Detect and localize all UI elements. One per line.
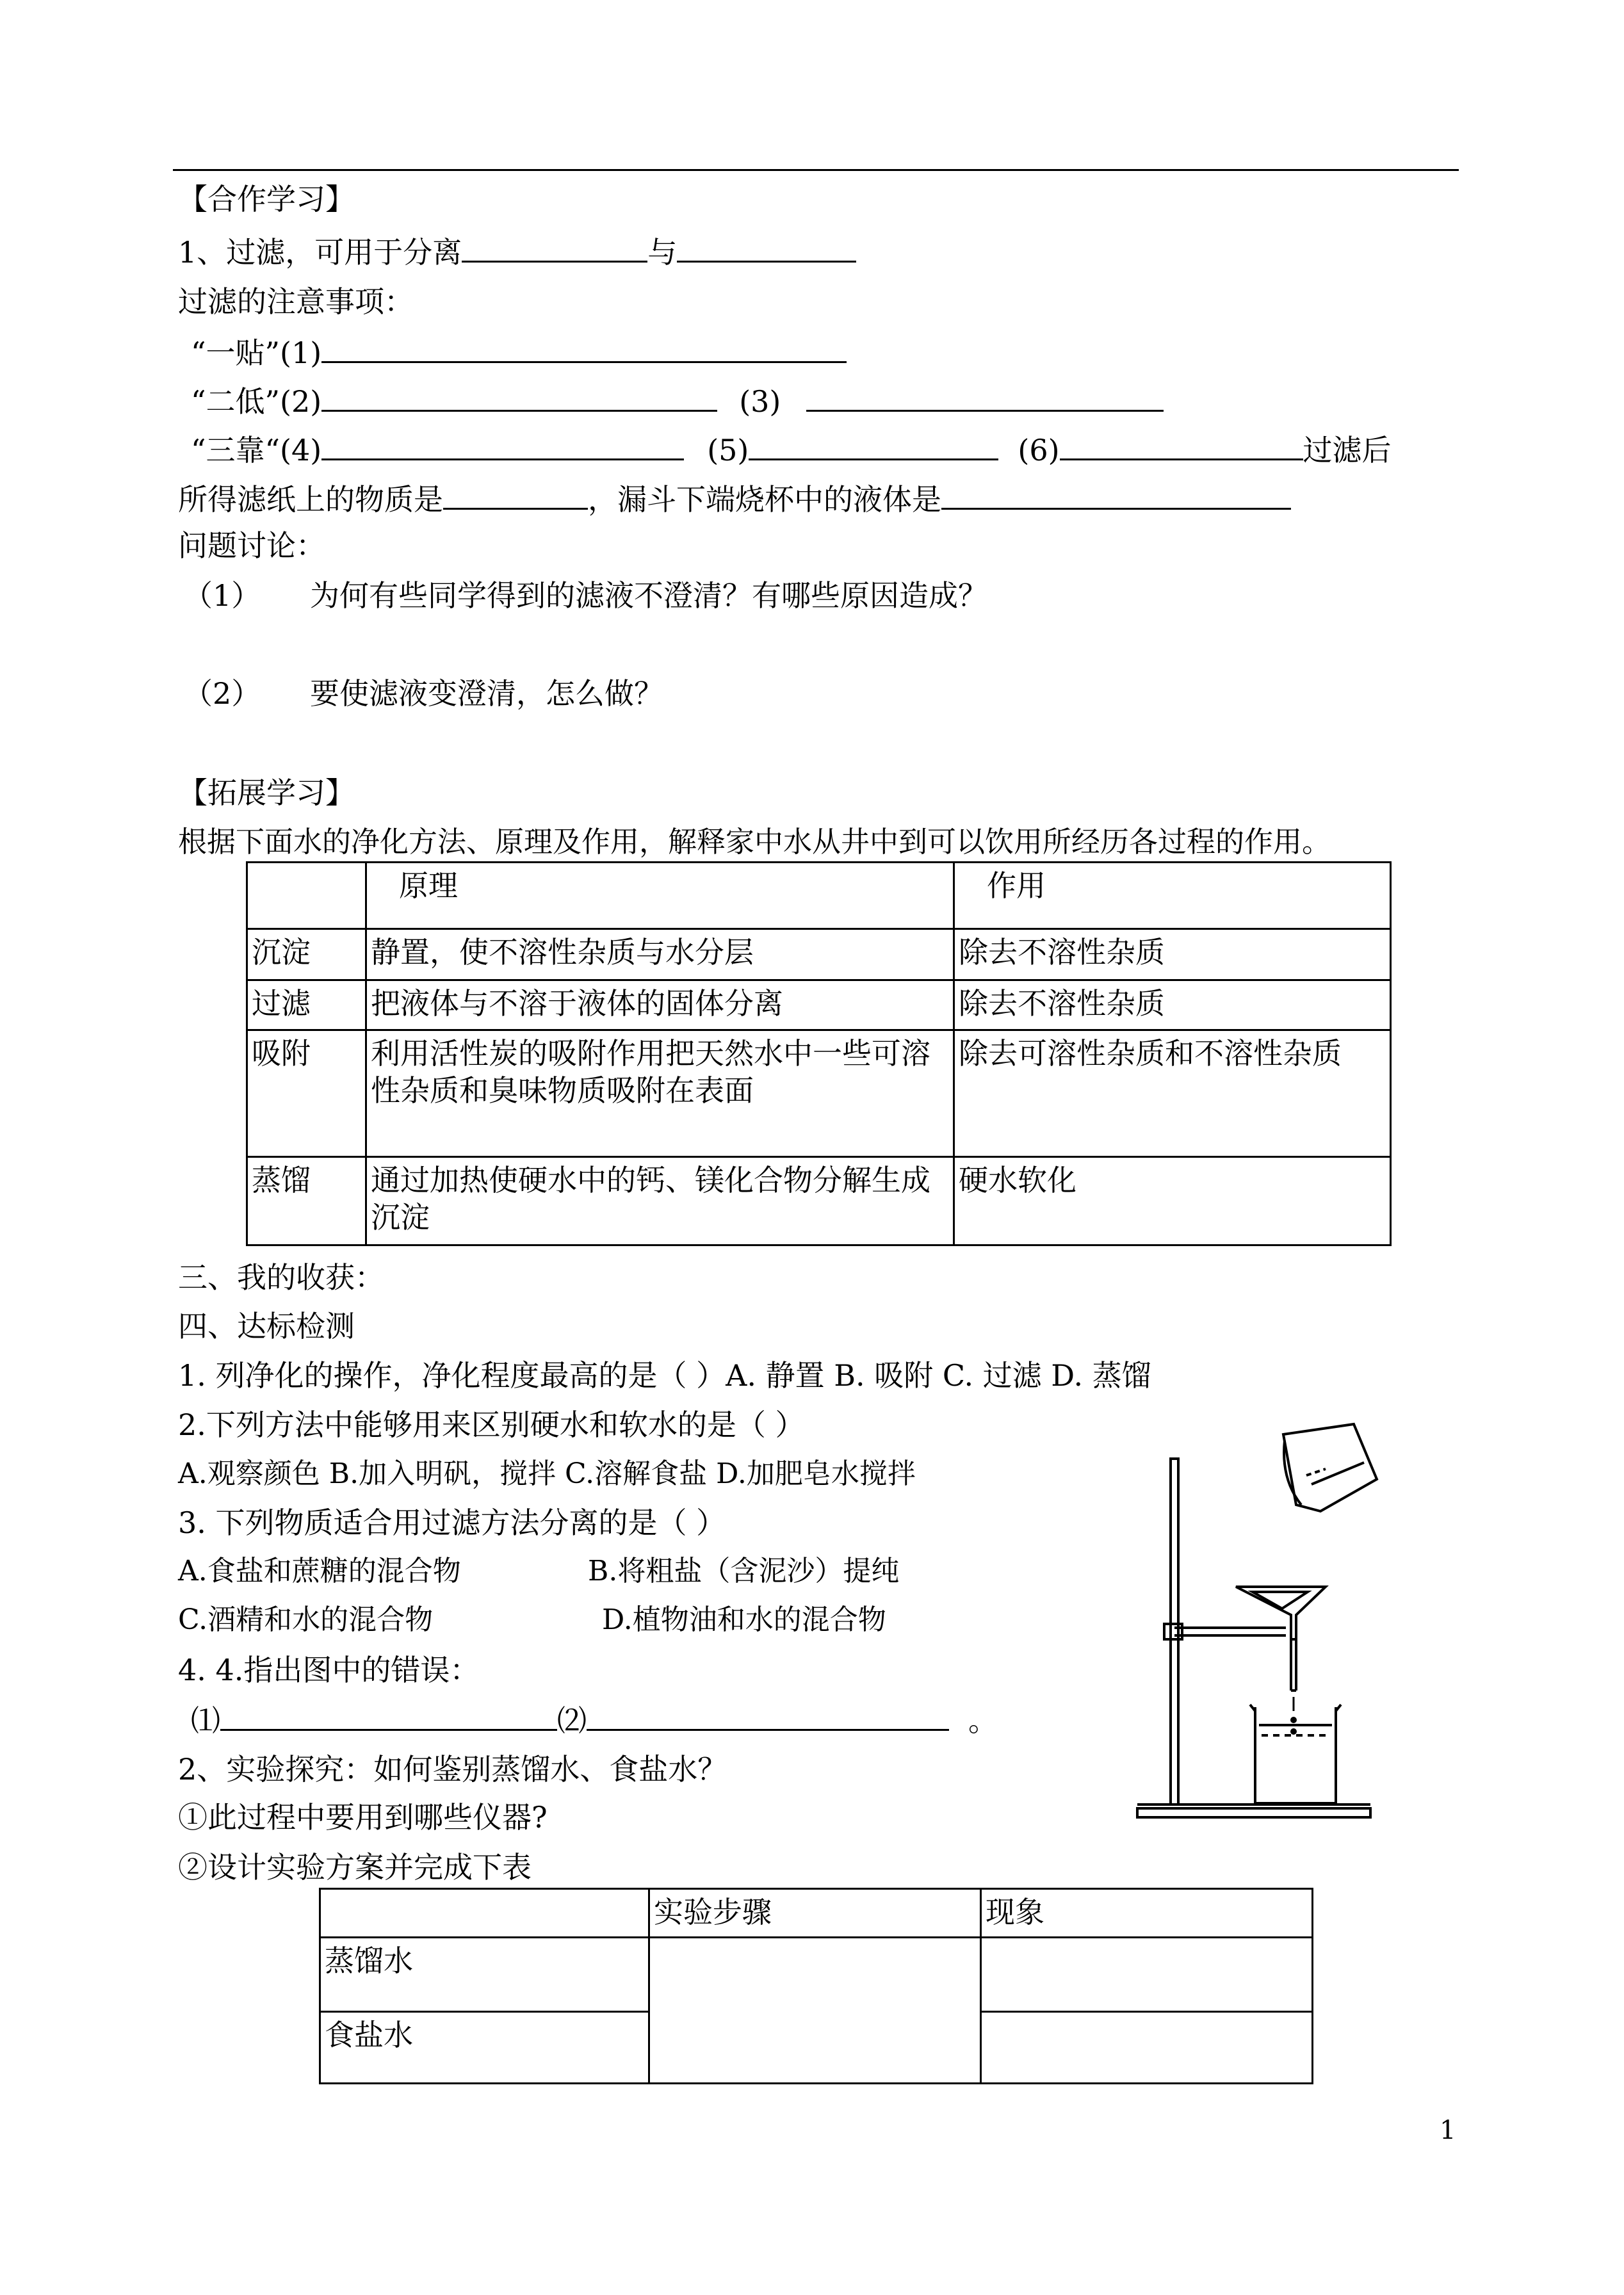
- filter-result-a: 所得滤纸上的物质是: [178, 482, 443, 517]
- test-question-2-options: A.观察颜色 B.加入明矾，搅拌 C.溶解食盐 D.加肥皂水搅拌: [178, 1457, 916, 1490]
- note-two-label-b: (3): [739, 384, 781, 419]
- answer-blank[interactable]: [321, 433, 684, 460]
- table-header-cell: 原理: [366, 863, 954, 929]
- explore-heading: 2、实验探究：如何鉴别蒸馏水、食盐水？: [178, 1752, 727, 1787]
- answer-blank[interactable]: [321, 336, 847, 363]
- ext-intro: 根据下面水的净化方法、原理及作用，解释家中水从井中到可以饮用所经历各过程的作用。: [178, 825, 1331, 859]
- table-cell-phenomenon[interactable]: [981, 2012, 1313, 2084]
- table-cell-phenomenon[interactable]: [981, 1938, 1313, 2012]
- question-1-text: 1、过滤，可用于分离: [178, 235, 462, 270]
- answer-end: 。: [968, 1703, 998, 1738]
- test-question-3-option-a: A.食盐和蔗糖的混合物: [178, 1555, 461, 1587]
- table-cell-principle: 把液体与不溶于液体的固体分离: [366, 980, 954, 1030]
- test-question-3-option-b: B.将粗盐（含泥沙）提纯: [588, 1555, 900, 1587]
- note-two-label: “二低”(2): [191, 384, 322, 419]
- explore-step-1: ①此过程中要用到哪些仪器?: [178, 1800, 548, 1835]
- purification-table: [246, 861, 1392, 1246]
- test-question-3-option-d: D.植物油和水的混合物: [602, 1603, 886, 1636]
- discussion-1-text: 为何有些同学得到的滤液不澄清？有哪些原因造成？: [310, 578, 987, 613]
- answer-blank[interactable]: [321, 384, 717, 412]
- note-one: [191, 336, 847, 368]
- section-heading-ext: 【拓展学习】: [178, 775, 355, 810]
- filter-result: [178, 482, 1291, 517]
- experiment-table: [319, 1888, 1313, 2084]
- question-1-mid: 与: [647, 235, 678, 270]
- test-question-4-answers: [191, 1703, 998, 1738]
- table-header-cell: [247, 863, 366, 929]
- table-cell-principle: 静置，使不溶性杂质与水分层: [366, 929, 954, 980]
- section-heading-coop: 【合作学习】: [178, 182, 355, 216]
- answer-label-2: ⑵: [557, 1703, 587, 1738]
- filter-result-b: ，漏斗下端烧杯中的液体是: [588, 482, 941, 517]
- answer-blank[interactable]: [462, 235, 647, 263]
- discussion-2-text: 要使滤液变澄清，怎么做？: [310, 676, 663, 711]
- answer-blank[interactable]: [220, 1703, 557, 1731]
- table-cell-method: 过滤: [247, 980, 366, 1030]
- table-cell-sample: 蒸馏水: [320, 1938, 649, 2012]
- note-three-label-c: (6): [1018, 433, 1060, 467]
- explore-step-2: ②设计实验方案并完成下表: [178, 1850, 532, 1885]
- answer-blank[interactable]: [749, 433, 998, 460]
- answer-blank[interactable]: [1060, 433, 1303, 460]
- table-cell-steps[interactable]: [649, 1938, 981, 2084]
- note-two: [191, 384, 1164, 419]
- test-question-3-option-c: C.酒精和水的混合物: [178, 1603, 434, 1636]
- table-header-cell: [320, 1889, 649, 1938]
- answer-blank[interactable]: [941, 482, 1291, 510]
- answer-label-1: ⑴: [191, 1703, 220, 1738]
- test-heading: 四、达标检测: [178, 1309, 355, 1343]
- test-question-4: 4. 4.指出图中的错误：: [178, 1653, 480, 1687]
- table-cell-principle: 通过加热使硬水中的钙、镁化合物分解生成沉淀: [366, 1157, 954, 1245]
- question-1: [178, 235, 856, 270]
- table-cell-effect: 硬水软化: [954, 1157, 1391, 1245]
- answer-blank[interactable]: [587, 1703, 949, 1731]
- table-cell-effect: 除去不溶性杂质: [954, 980, 1391, 1030]
- table-header-cell: 实验步骤: [649, 1889, 981, 1938]
- top-rule: [173, 169, 1459, 171]
- note-three: [191, 433, 1392, 465]
- filtration-apparatus-figure: [1133, 1415, 1402, 1825]
- test-question-1: 1. 列净化的操作，净化程度最高的是（ ）A. 静置 B. 吸附 C. 过滤 D. 蒸馏: [178, 1358, 1151, 1393]
- table-header-cell: 现象: [981, 1889, 1313, 1938]
- answer-blank[interactable]: [443, 482, 588, 510]
- table-header-cell: 作用: [954, 863, 1391, 929]
- notes-title: 过滤的注意事项：: [178, 284, 414, 319]
- table-cell-method: 蒸馏: [247, 1157, 366, 1245]
- discussion-1-number: （1）: [183, 578, 261, 613]
- discussion-title: 问题讨论：: [178, 528, 325, 563]
- discussion-2-number: （2）: [183, 676, 261, 711]
- table-cell-effect: 除去不溶性杂质: [954, 929, 1391, 980]
- table-cell-effect: 除去可溶性杂质和不溶性杂质: [954, 1030, 1391, 1157]
- test-question-2: 2.下列方法中能够用来区别硬水和软水的是（ ）: [178, 1407, 805, 1442]
- note-one-label: “一贴”(1): [191, 336, 322, 370]
- note-three-label: “三靠“(4): [191, 433, 322, 467]
- gain-heading: 三、我的收获：: [178, 1260, 384, 1295]
- note-three-label-b: (5): [707, 433, 749, 467]
- answer-blank[interactable]: [806, 384, 1164, 412]
- table-cell-sample: 食盐水: [320, 2012, 649, 2084]
- test-question-3: 3. 下列物质适合用过滤方法分离的是（ ）: [178, 1505, 726, 1540]
- table-cell-principle: 利用活性炭的吸附作用把天然水中一些可溶性杂质和臭味物质吸附在表面: [366, 1030, 954, 1157]
- note-three-tail: 过滤后: [1303, 433, 1392, 467]
- table-cell-method: 沉淀: [247, 929, 366, 980]
- table-cell-method: 吸附: [247, 1030, 366, 1157]
- answer-blank[interactable]: [677, 235, 856, 263]
- page-number: 1: [1440, 2116, 1456, 2145]
